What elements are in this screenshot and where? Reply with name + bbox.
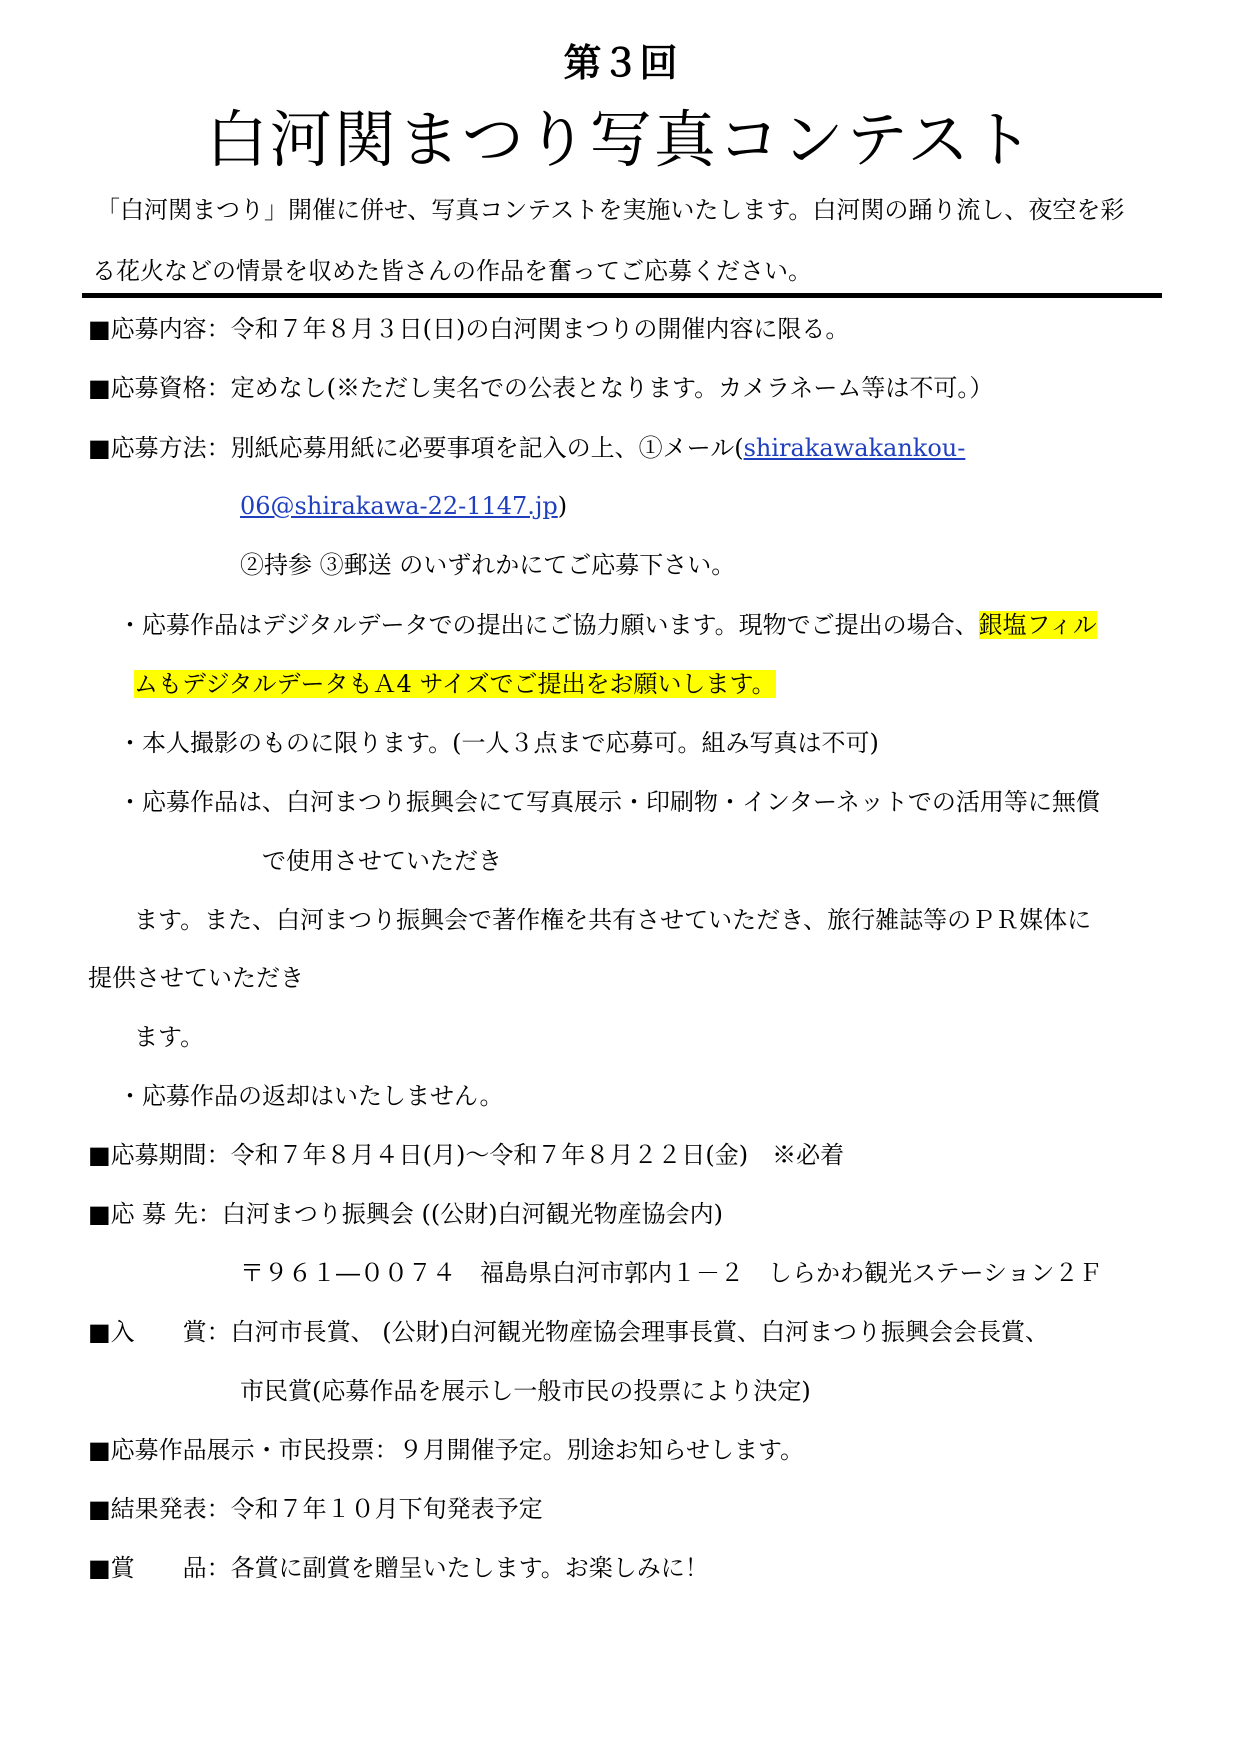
note-digital-line-2 — [134, 668, 776, 700]
method-close-paren: ) — [557, 492, 568, 520]
method-email-line — [240, 490, 567, 522]
method-text: ■応募方法：別紙応募用紙に必要事項を記入の上、①メール( — [88, 434, 744, 462]
note-usage-line-1: ・応募作品は、白河まつり振興会にて写真展示・印刷物・インターネットでの活用等に無償 — [118, 788, 1100, 816]
edition-heading: 第３回 — [563, 40, 678, 85]
note-no-return: ・応募作品の返却はいたしません。 — [118, 1082, 504, 1110]
note-usage-line-3: ます。また、白河まつり振興会で著作権を共有させていただき、旅行雑誌等のＰＲ媒体に — [134, 906, 1092, 934]
method-options: ②持参 ③郵送 のいずれかにてご応募下さい。 — [240, 551, 736, 579]
note-usage-line-5: ます。 — [134, 1023, 205, 1051]
results-item: ■結果発表：令和７年１０月下旬発表予定 — [88, 1495, 543, 1523]
note-own-photos: ・本人撮影のものに限ります。(一人３点まで応募可。組み写真は不可) — [118, 729, 879, 757]
email-link-part-1[interactable]: shirakawakankou- — [743, 434, 966, 462]
note-digital-highlight-b: ムもデジタルデータもＡ4 サイズでご提出をお願いします。 — [134, 670, 776, 698]
awards-item: ■入 賞：白河市長賞、 (公財)白河観光物産協会理事長賞、白河まつり振興会会長賞、 — [88, 1318, 1050, 1346]
note-usage-line-4: 提供させていただき — [88, 964, 304, 992]
note-digital — [118, 609, 1097, 641]
page-title: 白河関まつり写真コンテスト — [205, 103, 1036, 176]
exhibition-item: ■応募作品展示・市民投票：９月開催予定。別途お知らせします。 — [88, 1436, 805, 1464]
prizes-item: ■賞 品：各賞に副賞を贈呈いたします。お楽しみに！ — [88, 1554, 709, 1582]
period-item: ■応募期間：令和７年８月４日(月)～令和７年８月２２日(金) ※必着 — [88, 1141, 845, 1169]
destination-address: 〒９６１―００７４ 福島県白河市郭内１－２ しらかわ観光ステーション２Ｆ — [240, 1259, 1103, 1287]
destination-item: ■応 募 先：白河まつり振興会 ((公財)白河観光物産協会内) — [88, 1200, 724, 1228]
awards-citizen: 市民賞(応募作品を展示し一般市民の投票により決定) — [240, 1377, 811, 1405]
intro-line-1: 「白河関まつり」開催に併せ、写真コンテストを実施いたします。白河関の踊り流し、夜空を彩 — [96, 196, 1125, 224]
note-digital-highlight-a: 銀塩フィル — [978, 611, 1097, 639]
content-item: ■応募内容：令和７年８月３日(日)の白河関まつりの開催内容に限る。 — [88, 315, 850, 343]
method-item — [88, 432, 965, 464]
intro-line-2: る花火などの情景を収めた皆さんの作品を奮ってご応募ください。 — [92, 257, 812, 285]
eligibility-item: ■応募資格：定めなし(※ただし実名での公表となります。カメラネーム等は不可。） — [88, 374, 994, 402]
note-usage-line-2: で使用させていただき — [262, 847, 502, 875]
divider — [82, 293, 1162, 298]
email-link-part-2[interactable]: 06@shirakawa-22-1147.jp — [240, 492, 558, 520]
note-digital-text: ・応募作品はデジタルデータでの提出にご協力願います。現物でご提出の場合、 — [118, 611, 979, 639]
